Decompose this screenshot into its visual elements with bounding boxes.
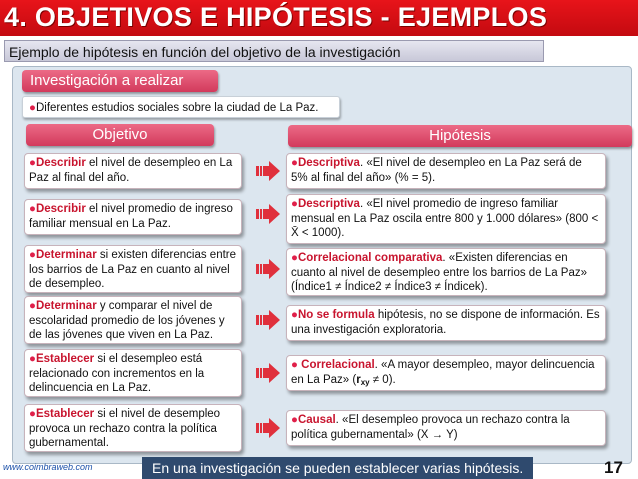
objetivo-keyword: Describir [35,157,86,169]
arrow-right-icon [256,417,281,439]
hipotesis-text: . «A mayor desempleo, mayor delincuencia en La Paz» ( [291,359,595,386]
bullet-icon: ● [29,203,36,215]
objetivo-keyword: Determinar [35,249,97,261]
objetivo-keyword: Describir [35,203,86,215]
hipotesis-box-3 [286,248,606,296]
bullet-icon: ● [291,252,298,264]
objetivo-header: Objetivo [26,124,214,146]
hipotesis-keyword: Descriptiva [297,157,360,169]
objetivo-text: el nivel de desempleo en La Paz al final del año. [29,157,233,184]
arrow-right-icon [256,160,281,182]
hipotesis-box-5 [286,355,606,391]
hipotesis-header: Hipótesis [288,125,632,147]
objetivo-box-6 [24,404,242,452]
objetivo-box-4 [24,296,242,344]
bullet-icon: ● [29,157,36,169]
hipotesis-keyword: Descriptiva [297,198,360,210]
bullet-icon: ● [291,198,298,210]
arrow-right-icon [256,258,281,280]
footer-note: En una investigación se pueden establecer varias hipótesis. [142,457,533,479]
objetivo-text: y comparar el nivel de escolaridad promedio de los jóvenes y de las jóvenes que viven en La Paz. [29,300,225,341]
objetivo-box-2 [24,199,242,235]
investigacion-text: Diferentes estudios sociales sobre la ciudad de La Paz. [35,102,319,114]
objetivo-keyword: Determinar [35,300,97,312]
hipotesis-text: . «El nivel promedio de ingreso familiar mensual en La Paz oscila entre 800 y 1.000 dólares» (800 < X̄ < 1000). [291,198,599,239]
bullet-icon: ● [29,249,36,261]
hipotesis-text: . «El nivel de desempleo en La Paz será de 5% al final del año» (% = 5). [291,157,582,184]
hipotesis-text: hipótesis, no se dispone de información. Es una investigación exploratoria. [291,309,600,336]
bullet-icon: ● [291,414,298,426]
correlation-subscript: xy [360,377,370,387]
hipotesis-keyword: Correlacional comparativa [297,252,443,264]
objetivo-text: si existen diferencias entre los barrios de La Paz en cuanto al nivel de desempleo. [29,249,237,290]
hipotesis-box-1 [286,153,606,189]
objetivo-text: si el desempleo está relacionado con incrementos en la delincuencia en La Paz. [29,353,205,394]
hipotesis-text-end: ≠ 0). [369,373,396,386]
bullet-icon: ● [29,408,36,420]
hipotesis-text: . «Existen diferencias en cuanto al nivel de desempleo entre los barrios de La Paz» (Índice1 ≠ Índice2 ≠ Índice3 ≠ Índicek). [291,252,587,293]
arrow-right-icon [256,203,281,225]
bullet-icon: ● [29,353,36,365]
website-link[interactable]: www.coimbraweb.com [3,462,93,472]
objetivo-text: el nivel promedio de ingreso familiar mensual en La Paz. [29,203,233,230]
page-number: 17 [604,458,623,477]
hipotesis-keyword: No se formula [297,309,375,321]
correlation-symbol: r [356,373,361,386]
hipotesis-box-4 [286,305,606,341]
hipotesis-box-2 [286,194,606,244]
bullet-icon: ● [29,102,36,114]
hipotesis-keyword: Causal [297,414,336,426]
bullet-icon: ● [291,157,298,169]
hipotesis-keyword: Correlacional [301,359,375,371]
objetivo-box-5 [24,349,242,397]
objetivo-box-1 [24,153,242,189]
investigacion-box [22,96,340,118]
bullet-icon: ● [291,359,298,371]
bullet-icon: ● [29,300,36,312]
arrow-right-icon [256,362,281,384]
slide-subtitle: Ejemplo de hipótesis en función del objetivo de la investigación [4,40,544,62]
investigacion-label: Investigación a realizar [22,70,218,92]
objetivo-box-3 [24,245,242,293]
objetivo-keyword: Establecer [35,353,95,365]
hipotesis-box-6 [286,410,606,446]
arrow-right-icon [256,309,281,331]
objetivo-keyword: Establecer [35,408,95,420]
slide-title: 4. OBJETIVOS E HIPÓTESIS - EJEMPLOS [4,2,548,32]
hipotesis-text: . «El desempleo provoca un rechazo contra la política gubernamental» (X → Y) [291,414,570,441]
objetivo-text: si el nivel de desempleo provoca un rechazo contra la política gubernamental. [29,408,221,449]
bullet-icon: ● [291,309,298,321]
